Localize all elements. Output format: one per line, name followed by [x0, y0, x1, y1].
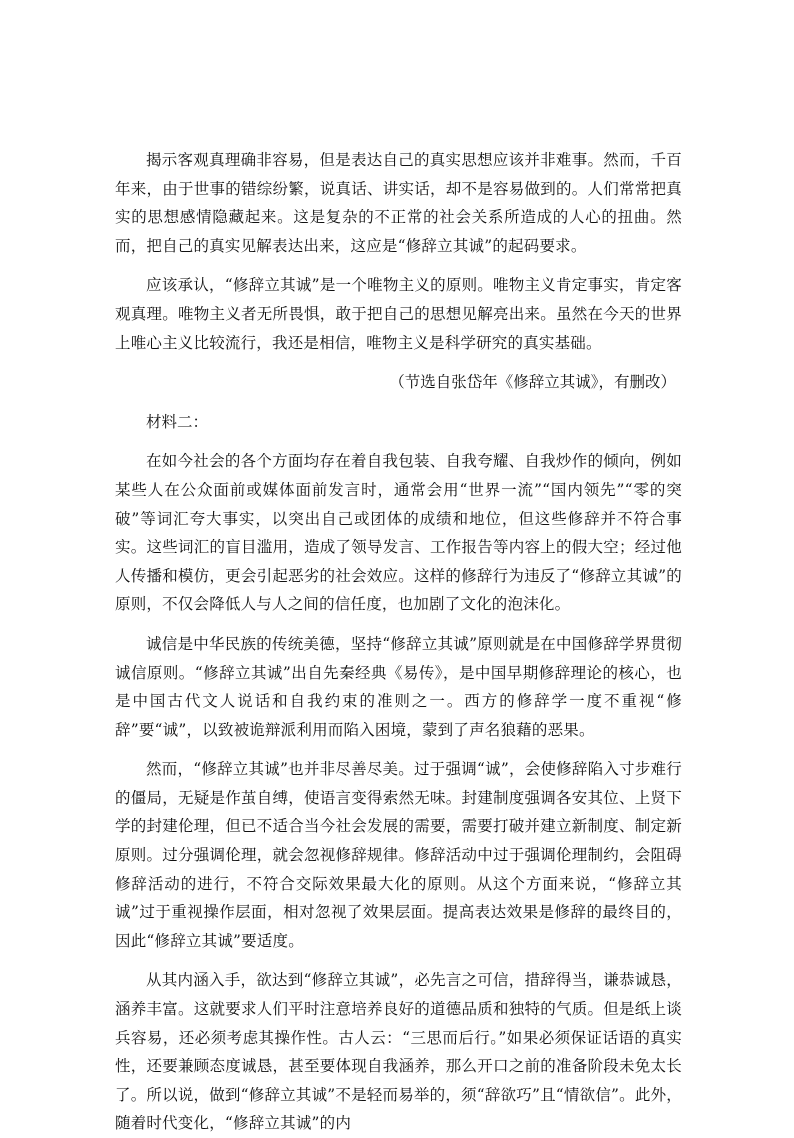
paragraph-4: 诚信是中华民族的传统美德，坚持“修辞立其诚”原则就是在中国修辞学界贯彻诚信原则。“修辞立其诚”出自先秦经典《易传》，是中国早期修辞理论的核心，也是中国古代文人说话和自我约束的准则之一。西方的修辞学一度不重视“修辞”要“诚”，以致被诡辩派利用而陷入困境，蒙到了声名狼藉的恶果。: [115, 634, 682, 739]
paragraph-1: 揭示客观真理确非容易，但是表达自己的真实思想应该并非难事。然而，千百年来，由于世事的错综纷繁，说真话、讲实话，却不是容易做到的。人们常常把真实的思想感情隐藏起来。这是复杂的不正常的社会关系所造成的人心的扭曲。然而，把自己的真实见解表达出来，这应是“修辞立其诚”的起码要求。: [115, 151, 682, 255]
paragraph-6: 从其内涵入手，欲达到“修辞立其诚”，必先言之可信，措辞得当，谦恭诚恳，涵养丰富。这就要求人们平时注意培养良好的道德品质和独特的气质。但是纸上谈兵容易，还必须考虑其操作性。古人云：“三思而后行。”如果必须保证话语的真实性，还要兼顾态度诚恳，甚至要体现自我涵养，那么开口之前的准备阶段未免太长了。所以说，做到“修辞立其诚”不是轻而易举的，须“辞欲巧”且“情欲信”。此外，随着时代变化，“修辞立其诚”的内: [115, 971, 682, 1133]
paragraph-2: 应该承认，“修辞立其诚”是一个唯物主义的原则。唯物主义肯定事实，肯定客观真理。唯物主义者无所畏惧，敢于把自己的思想见解亮出来。虽然在今天的世界上唯心主义比较流行，我还是相信，唯物主义是科学研究的真实基础。: [115, 276, 682, 352]
document-body: [115, 146, 682, 1138]
source-citation: （节选自张岱年《修辞立其诚》，有删改）: [389, 373, 676, 392]
paragraph-5: 然而，“修辞立其诚”也并非尽善尽美。过于强调“诚”，会使修辞陷入寸步难行的僵局，无疑是作茧自缚，使语言变得索然无味。封建制度强调各安其位、上贤下学的封建伦理，但已不适合当今社会发展的需要，需要打破并建立新制度、制定新原则。过分强调伦理，就会忽视修辞规律。修辞活动中过于强调伦理制约，会阻碍修辞活动的进行，不符合交际效果最大化的原则。从这个方面来说，“修辞立其诚”过于重视操作层面，相对忽视了效果层面。提高表达效果是修辞的最终目的，因此“修辞立其诚”要适度。: [115, 760, 682, 950]
paragraph-3: 在如今社会的各个方面均存在着自我包装、自我夸耀、自我炒作的倾向，例如某些人在公众面前或媒体面前发言时，通常会用“世界一流”“国内领先”“零的突破”等词汇夸大事实，以突出自己或团体的成绩和地位，但这些修辞并不符合事实。这些词汇的盲目滥用，造成了领导发言、工作报告等内容上的假大空；经过他人传播和模仿，更会引起恶劣的社会效应。这样的修辞行为违反了“修辞立其诚”的原则，不仅会降低人与人之间的信任度，也加剧了文化的泡沫化。: [115, 452, 682, 614]
material-two-label: 材料二：: [146, 412, 209, 431]
